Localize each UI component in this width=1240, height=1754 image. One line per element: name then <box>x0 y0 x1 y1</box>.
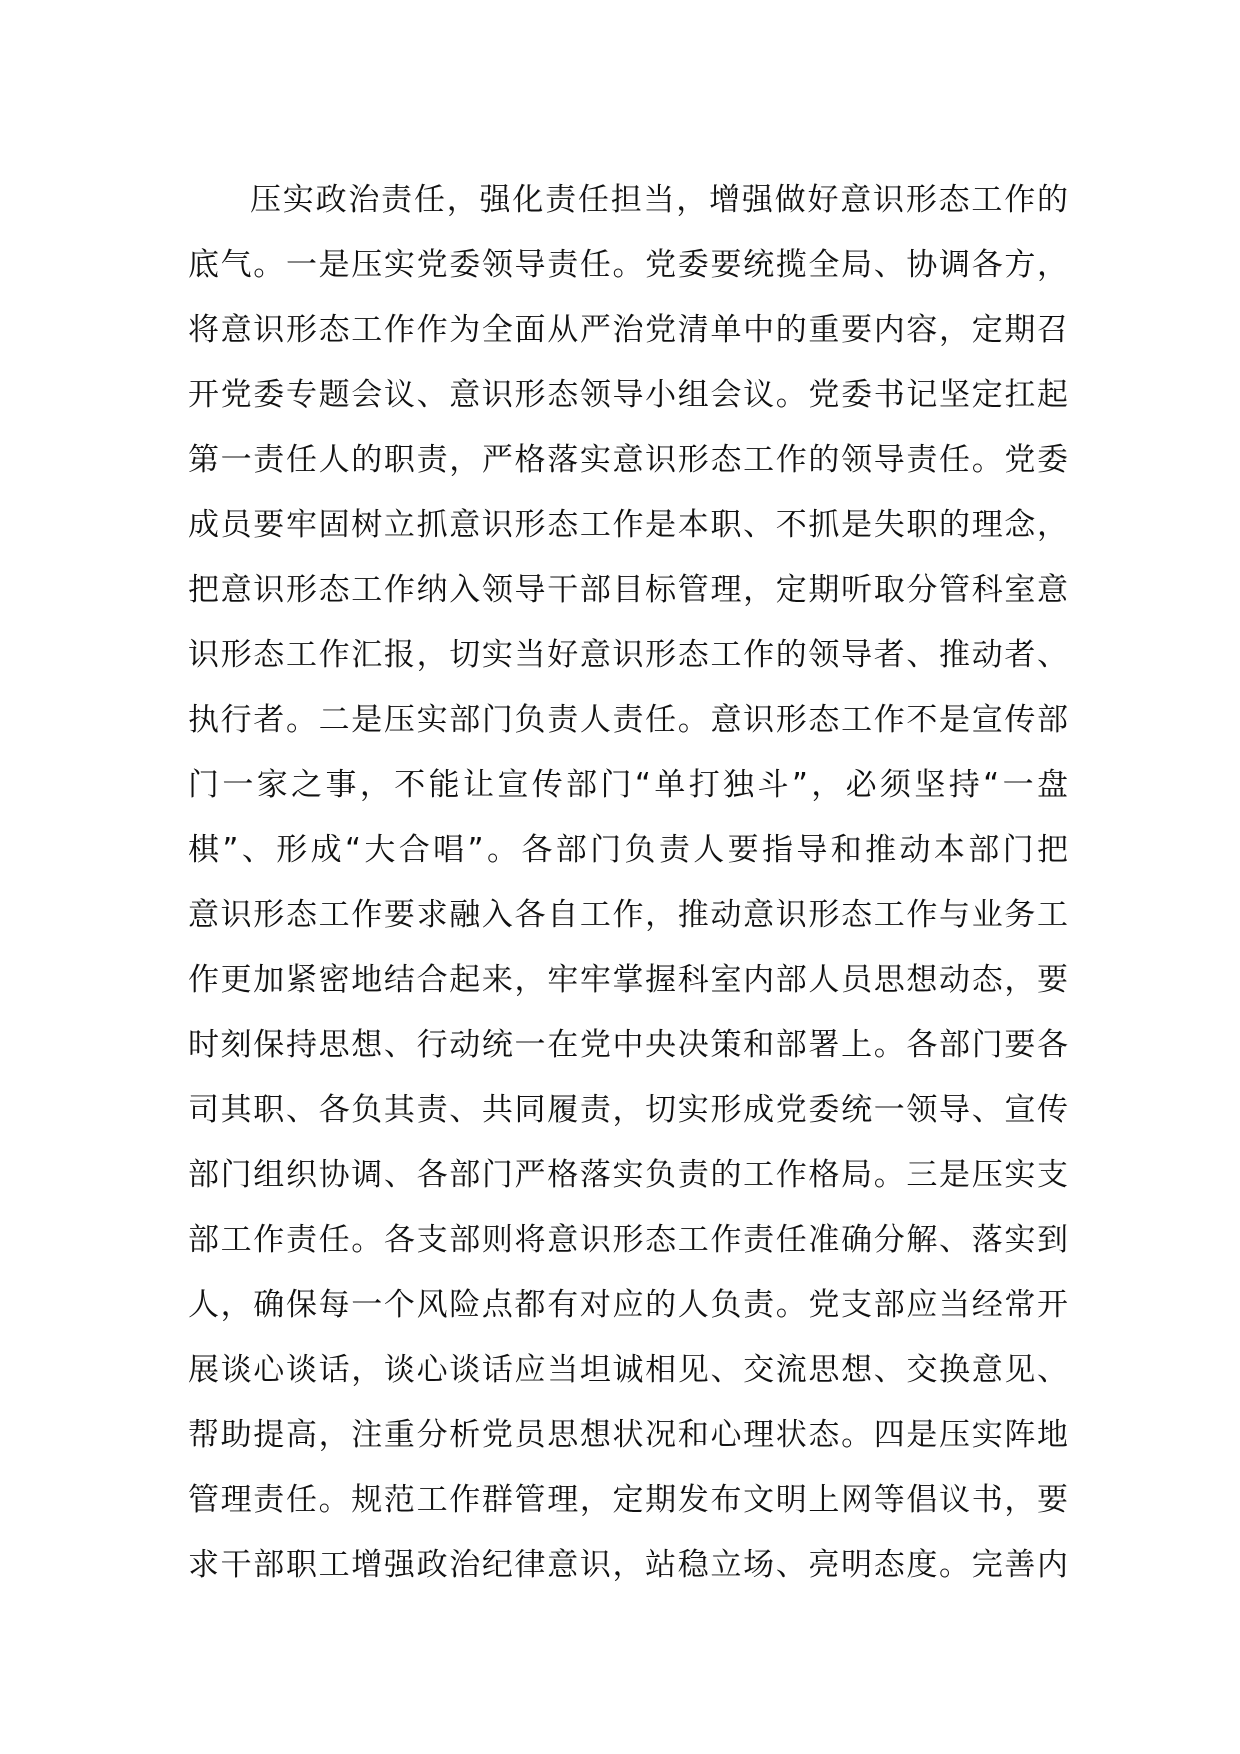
text-line: 司其职、各负其责、共同履责，切实形成党委统一领导、宣传 <box>188 1092 1068 1128</box>
text-line: 门一家之事，不能让宣传部门“单打独斗”，必须坚持“一盘 <box>188 767 1068 803</box>
text-line: 将意识形态工作作为全面从严治党清单中的重要内容，定期召 <box>188 312 1068 348</box>
text-line: 人，确保每一个风险点都有对应的人负责。党支部应当经常开 <box>188 1287 1068 1323</box>
body-paragraph <box>188 168 1068 1598</box>
text-line: 底气。一是压实党委领导责任。党委要统揽全局、协调各方， <box>188 247 1068 283</box>
text-line: 展谈心谈话，谈心谈话应当坦诚相见、交流思想、交换意见、 <box>188 1352 1068 1388</box>
text-line: 作更加紧密地结合起来，牢牢掌握科室内部人员思想动态，要 <box>188 962 1068 998</box>
text-line: 执行者。二是压实部门负责人责任。意识形态工作不是宣传部 <box>188 702 1068 738</box>
text-line: 开党委专题会议、意识形态领导小组会议。党委书记坚定扛起 <box>188 377 1068 413</box>
text-line: 压实政治责任，强化责任担当，增强做好意识形态工作的 <box>250 182 1068 218</box>
text-line: 成员要牢固树立抓意识形态工作是本职、不抓是失职的理念， <box>188 507 1068 543</box>
text-line: 第一责任人的职责，严格落实意识形态工作的领导责任。党委 <box>188 442 1068 478</box>
text-line: 部门组织协调、各部门严格落实负责的工作格局。三是压实支 <box>188 1157 1068 1193</box>
text-line: 求干部职工增强政治纪律意识，站稳立场、亮明态度。完善内 <box>188 1547 1068 1583</box>
text-line: 时刻保持思想、行动统一在党中央决策和部署上。各部门要各 <box>188 1027 1068 1063</box>
text-line: 帮助提高，注重分析党员思想状况和心理状态。四是压实阵地 <box>188 1417 1068 1453</box>
text-line: 管理责任。规范工作群管理，定期发布文明上网等倡议书，要 <box>188 1482 1068 1518</box>
text-line: 识形态工作汇报，切实当好意识形态工作的领导者、推动者、 <box>188 637 1068 673</box>
text-line: 部工作责任。各支部则将意识形态工作责任准确分解、落实到 <box>188 1222 1068 1258</box>
text-line: 棋”、形成“大合唱”。各部门负责人要指导和推动本部门把 <box>188 832 1068 868</box>
text-line: 把意识形态工作纳入领导干部目标管理，定期听取分管科室意 <box>188 572 1068 608</box>
text-line: 意识形态工作要求融入各自工作，推动意识形态工作与业务工 <box>188 897 1068 933</box>
